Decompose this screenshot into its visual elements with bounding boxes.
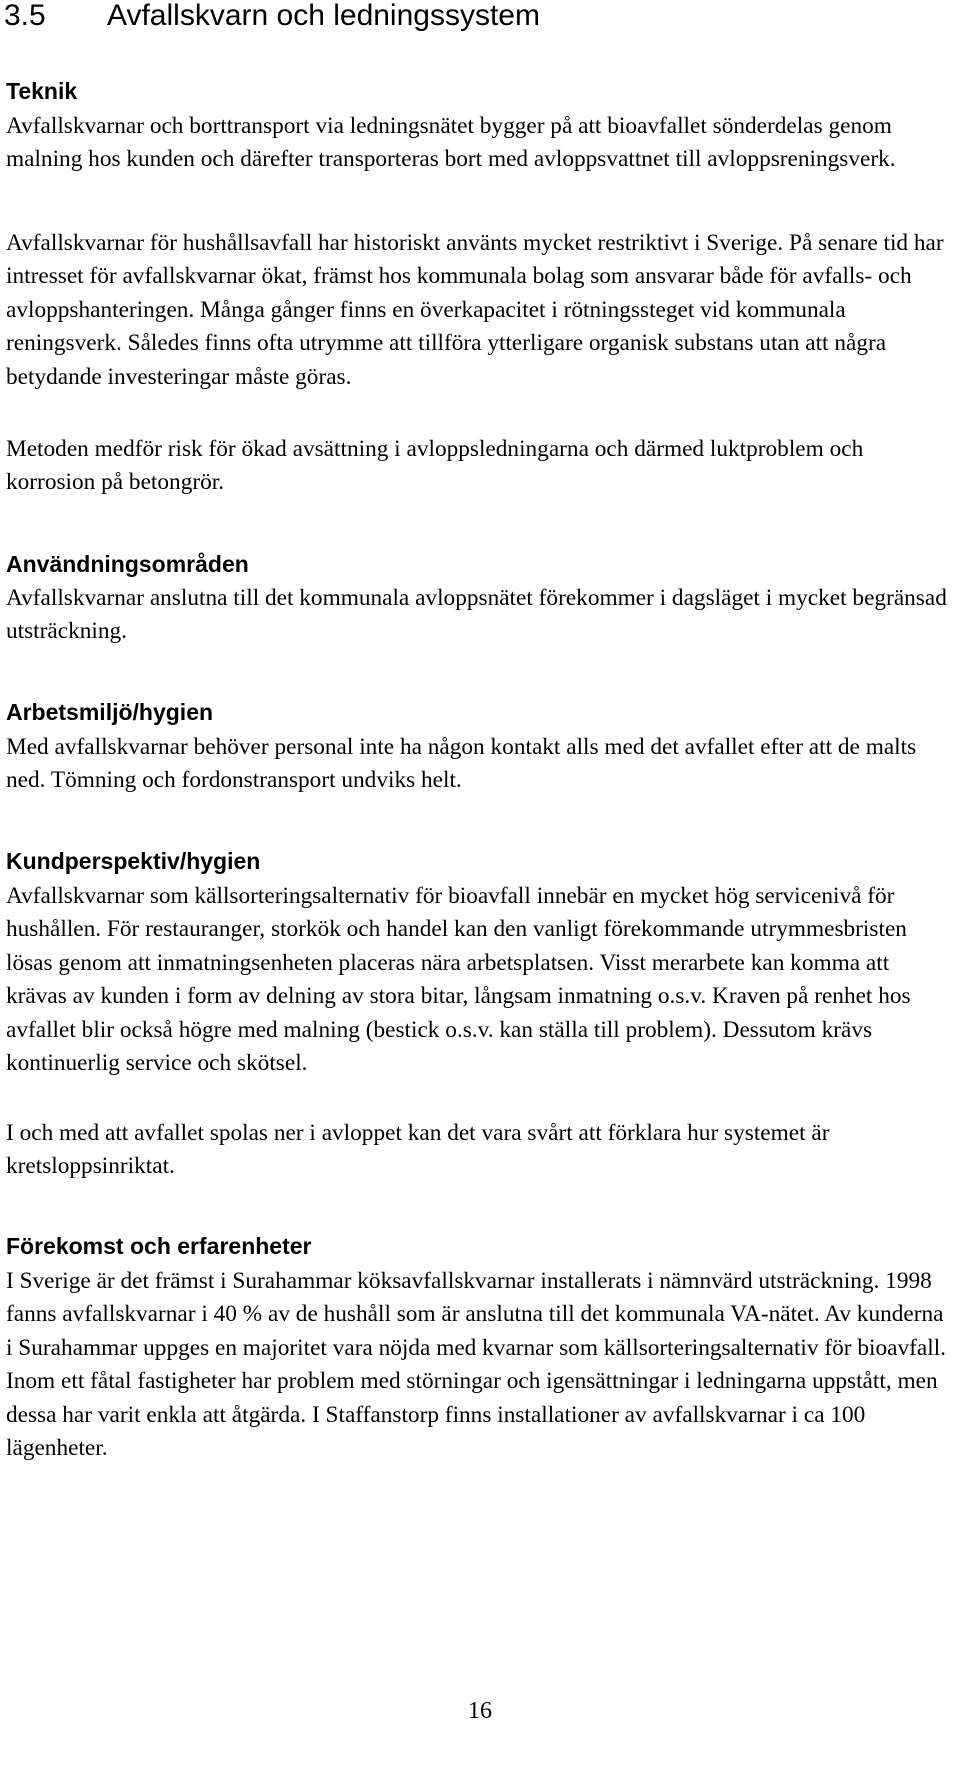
section-number: 3.5: [4, 0, 46, 32]
heading-anvandningsomraden: Användningsområden: [6, 551, 249, 577]
heading-teknik: Teknik: [6, 78, 78, 104]
paragraph-kundperspektiv-2: I och med att avfallet spolas ner i avloppet kan det vara svårt att förklara hur systemet är kretsloppsinriktat.: [6, 1120, 830, 1180]
heading-forekomst: Förekomst och erfarenheter: [6, 1233, 312, 1259]
page-number: 16: [468, 1698, 492, 1724]
paragraph-teknik-1: Avfallskvarnar och borttransport via ledningsnätet bygger på att bioavfallet sönderdelas genom malning hos kunden och därefter transporteras bort med avloppsvattnet till avloppsreningsverk.: [6, 113, 896, 173]
paragraph-kundperspektiv-1: Avfallskvarnar som källsorteringsalternativ för bioavfall innebär en mycket hög servicenivå för hushållen. För restauranger, storkök och handel kan den vanligt förekommande utrymmesbristen lösas genom att inmatningsenheten placeras nära arbetsplatsen. Visst merarbete kan komma att krävas av kunden i form av delning av stora bitar, långsam inmatning o.s.v. Kraven på renhet hos avfallet blir också högre med malning (bestick o.s.v. kan ställa till problem). Dessutom krävs kontinuerlig service och skötsel.: [6, 883, 911, 1077]
paragraph-arbetsmiljo: Med avfallskvarnar behöver personal inte ha någon kontakt alls med det avfallet efter att de malts ned. Tömning och fordonstransport undviks helt.: [6, 734, 917, 794]
paragraph-teknik-2: Avfallskvarnar för hushållsavfall har historiskt använts mycket restriktivt i Sverige. På senare tid har intresset för avfallskvarnar ökat, främst hos kommunala bolag som ansvarar både för avfalls- och avloppshanteringen. Många gånger finns en överkapacitet i rötningssteget vid kommunala reningsverk. Således finns ofta utrymme att tillföra ytterligare organisk substans utan att några betydande investeringar måste göras.: [6, 230, 944, 390]
section-title-text: Avfallskvarn och ledningssystem: [107, 0, 540, 32]
paragraph-anvandningsomraden: Avfallskvarnar anslutna till det kommunala avloppsnätet förekommer i dagsläget i mycket begränsad utsträckning.: [6, 585, 947, 645]
paragraph-forekomst: I Sverige är det främst i Surahammar köksavfallskvarnar installerats i nämnvärd utsträckning. 1998 fanns avfallskvarnar i 40 % av de hushåll som är anslutna till det kommunala VA-nätet. Av kunderna i Surahammar uppges en majoritet vara nöjda med kvarnar som källsorteringsalternativ för bioavfall. Inom ett fåtal fastigheter har problem med störningar och igensättningar i ledningarna uppstått, men dessa har varit enkla att åtgärda. I Staffanstorp finns installationer av avfallskvarnar i ca 100 lägenheter.: [6, 1268, 946, 1462]
heading-kundperspektiv: Kundperspektiv/hygien: [6, 848, 261, 874]
heading-arbetsmiljo: Arbetsmiljö/hygien: [6, 699, 214, 725]
section-title: [4, 0, 540, 34]
paragraph-teknik-3: Metoden medför risk för ökad avsättning i avloppsledningarna och därmed luktproblem och korrosion på betongrör.: [6, 436, 864, 496]
